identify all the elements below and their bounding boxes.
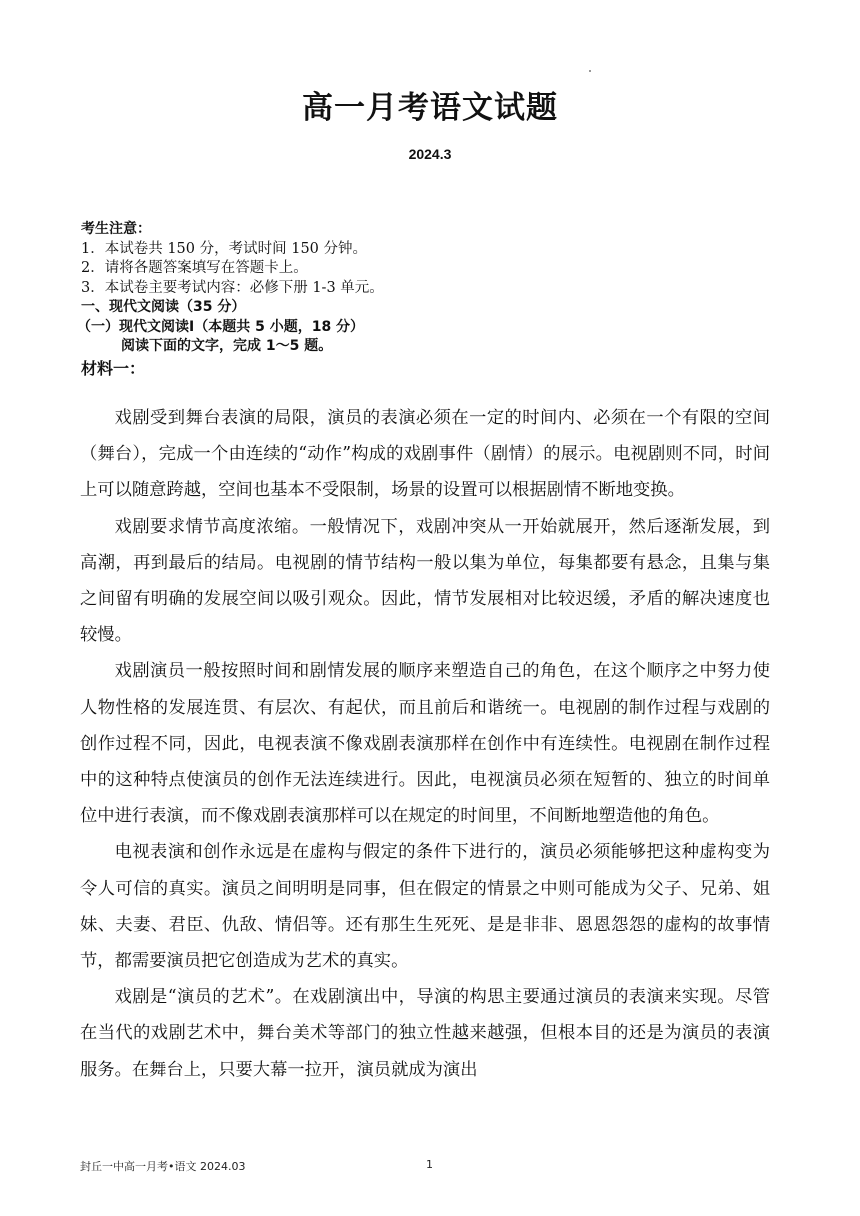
page-number: 1	[426, 1158, 433, 1171]
page-title: 高一月考语文试题	[302, 90, 558, 126]
passage-paragraph: 戏剧受到舞台表演的局限，演员的表演必须在一定的时间内、必须在一个有限的空间（舞台），完成一个由连续的“动作”构成的戏剧事件（剧情）的展示。电视剧则不同，时间上可以随意跨越，空间也基本不受限制，场景的设置可以根据剧情不断地变换。	[80, 408, 770, 501]
passage-paragraph: 戏剧是“演员的艺术”。在戏剧演出中，导演的构思主要通过演员的表演来实现。尽管在当代的戏剧艺术中，舞台美术等部门的独立性越来越强，但根本目的还是为演员的表演服务。在舞台上，只要大幕一拉开，演员就成为演出	[80, 987, 770, 1080]
passage-paragraph: 电视表演和创作永远是在虚构与假定的条件下进行的，演员必须能够把这种虚构变为令人可信的真实。演员之间明明是同事，但在假定的情景之中则可能成为父子、兄弟、姐妹、夫妻、君臣、仇敌、情侣等。还有那生生死死、是是非非、恩恩怨怨的虚构的故事情节，都需要演员把它创造成为艺术的真实。	[80, 842, 770, 972]
notice-heading: 考生注意：	[81, 221, 151, 237]
notice-item: 3．本试卷主要考试内容：必修下册 1-3 单元。	[81, 279, 384, 296]
passage-paragraph: 戏剧演员一般按照时间和剧情发展的顺序来塑造自己的角色，在这个顺序之中努力使人物性格的发展连贯、有层次、有起伏，而且前后和谐统一。电视剧的制作过程与戏剧的创作过程不同，因此，电视表演不像戏剧表演那样在创作中有连续性。电视剧在制作过程中的这种特点使演员的创作无法连续进行。因此，电视演员必须在短暂的、独立的时间单位中进行表演，而不像戏剧表演那样可以在规定的时间里，不间断地塑造他的角色。	[80, 661, 770, 827]
notice-item: 2．请将各题答案填写在答题卡上。	[81, 260, 308, 276]
decorative-dot	[589, 70, 591, 72]
notice-item: 1．本试卷共 150 分，考试时间 150 分钟。	[81, 240, 368, 257]
reading-passage	[80, 400, 770, 1088]
footer-text: 封丘一中高一月考•语文 2024.03	[80, 1160, 246, 1173]
material-label: 材料一：	[81, 358, 146, 378]
section-heading: 一、现代文阅读（35 分）	[81, 299, 246, 315]
exam-date: 2024.3	[408, 146, 452, 162]
passage-paragraph: 戏剧要求情节高度浓缩。一般情况下，戏剧冲突从一开始就展开，然后逐渐发展，到高潮，再到最后的结局。电视剧的情节结构一般以集为单位，每集都要有悬念，且集与集之间留有明确的发展空间以吸引观众。因此，情节发展相对比较迟缓，矛盾的解决速度也较慢。	[80, 516, 770, 646]
exam-instructions	[77, 220, 781, 378]
reading-instruction: 阅读下面的文字，完成 1～5 题。	[121, 338, 333, 354]
subsection-heading: （一）现代文阅读Ⅰ（本题共 5 小题，18 分）	[77, 318, 365, 335]
